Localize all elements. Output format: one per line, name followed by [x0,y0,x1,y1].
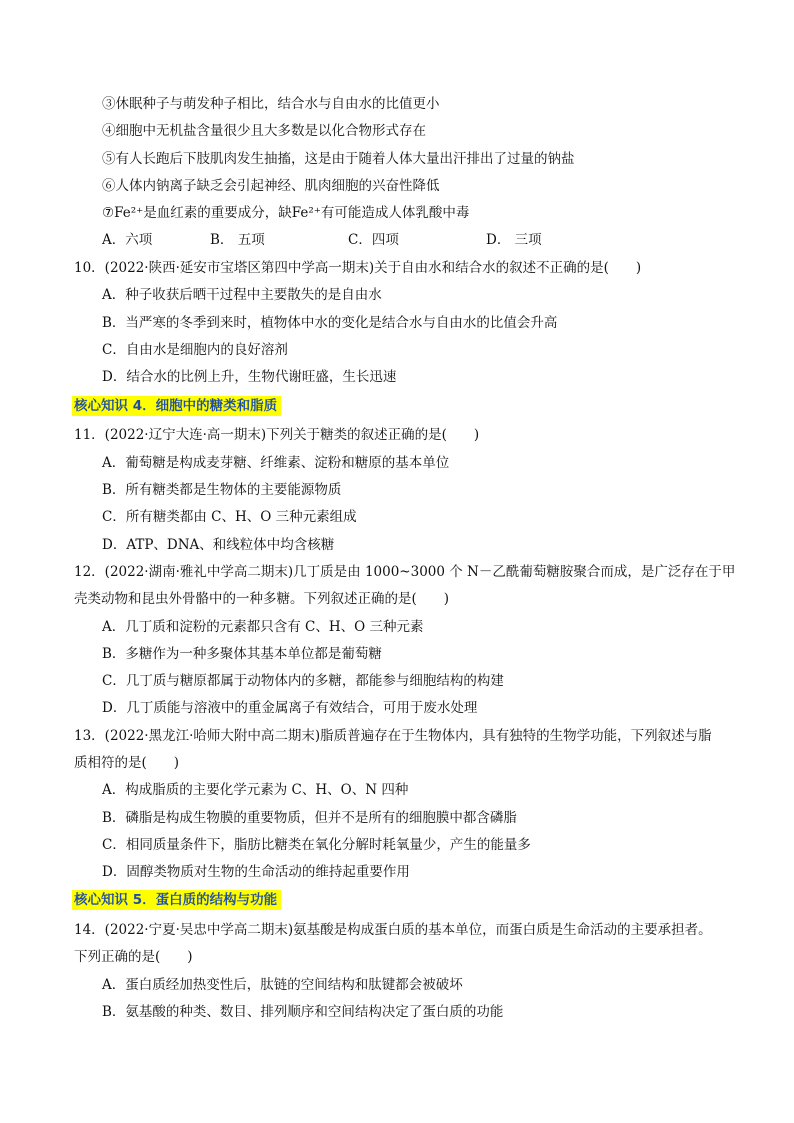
q14-stem-line-1: 14．(2022·宁夏·吴忠中学高二期末)氨基酸是构成蛋白质的基本单位，而蛋白质是生命活动的主要承担者。 [74,922,712,938]
q10-stem: 10．(2022·陕西·延安市宝塔区第四中学高一期末)关于自由水和结合水的叙述不正确的是( ) [74,260,642,276]
q9-choice-d: D． 三项 [486,232,542,248]
q13-option-c: C．相同质量条件下，脂肪比糖类在氧化分解时耗氧量少，产生的能量多 [102,837,531,853]
q13-option-b: B．磷脂是构成生物膜的重要物质，但并不是所有的细胞膜中都含磷脂 [102,810,517,826]
section-heading-5: 核心知识 5．蛋白质的结构与功能 [72,890,281,910]
q9-statement-7: ⑦Fe²⁺是血红素的重要成分，缺Fe²⁺有可能造成人体乳酸中毒 [102,205,470,221]
q11-option-b: B．所有糖类都是生物体的主要能源物质 [102,482,342,498]
q12-option-a: A．几丁质和淀粉的元素都只含有 C、H、O 三种元素 [102,619,424,635]
q9-choice-b: B． 五项 [210,232,265,248]
q9-statement-3: ③休眠种子与萌发种子相比，结合水与自由水的比值更小 [102,96,440,112]
q13-option-d: D．固醇类物质对生物的生命活动的维持起重要作用 [102,864,410,880]
q13-stem-line-2: 质相符的是( ) [74,755,180,771]
q10-option-d: D．结合水的比例上升，生物代谢旺盛，生长迅速 [102,369,397,385]
q11-option-a: A．葡萄糖是构成麦芽糖、纤维素、淀粉和糖原的基本单位 [102,455,450,471]
q11-option-d: D．ATP、DNA、和线粒体中均含核糖 [102,537,335,553]
q12-option-c: C．几丁质与糖原都属于动物体内的多糖，都能参与细胞结构的构建 [102,673,504,689]
q10-option-c: C．自由水是细胞内的良好溶剂 [102,342,288,358]
q9-choice-a: A．六项 [102,232,153,248]
q13-stem-line-1: 13．(2022·黑龙江·哈师大附中高二期末)脂质普遍存在于生物体内，具有独特的生物学功能，下列叙述与脂 [74,728,712,744]
q10-option-a: A．种子收获后晒干过程中主要散失的是自由水 [102,287,382,303]
q14-option-a: A．蛋白质经加热变性后，肽链的空间结构和肽键都会被破坏 [102,977,463,993]
q12-stem-line-2: 壳类动物和昆虫外骨骼中的一种多糖。下列叙述正确的是( ) [74,591,450,607]
q13-option-a: A．构成脂质的主要化学元素为 C、H、O、N 四种 [102,782,409,798]
q12-option-d: D．几丁质能与溶液中的重金属离子有效结合，可用于废水处理 [102,700,478,716]
q11-stem: 11．(2022·辽宁大连·高一期末)下列关于糖类的叙述正确的是( ) [74,427,480,443]
q9-statement-4: ④细胞中无机盐含量很少且大多数是以化合物形式存在 [102,123,426,139]
q14-option-b: B．氨基酸的种类、数目、排列顺序和空间结构决定了蛋白质的功能 [102,1004,504,1020]
q9-choice-c: C．四项 [348,232,399,248]
q11-option-c: C．所有糖类都由 C、H、O 三种元素组成 [102,509,357,525]
q9-statement-6: ⑥人体内钠离子缺乏会引起神经、肌肉细胞的兴奋性降低 [102,178,440,194]
q12-stem-line-1: 12．(2022·湖南·雅礼中学高二期末)几丁质是由 1000~3000 个 N－乙酰葡萄糖胺聚合而成，是广泛存在于甲 [74,564,736,580]
q12-option-b: B．多糖作为一种多聚体其基本单位都是葡萄糖 [102,646,382,662]
q10-option-b: B．当严寒的冬季到来时，植物体中水的变化是结合水与自由水的比值会升高 [102,315,558,331]
q9-statement-5: ⑤有人长跑后下肢肌肉发生抽搐，这是由于随着人体大量出汗排出了过量的钠盐 [102,151,575,167]
q14-stem-line-2: 下列正确的是( ) [74,949,193,965]
section-heading-4: 核心知识 4．细胞中的糖类和脂质 [72,396,281,416]
